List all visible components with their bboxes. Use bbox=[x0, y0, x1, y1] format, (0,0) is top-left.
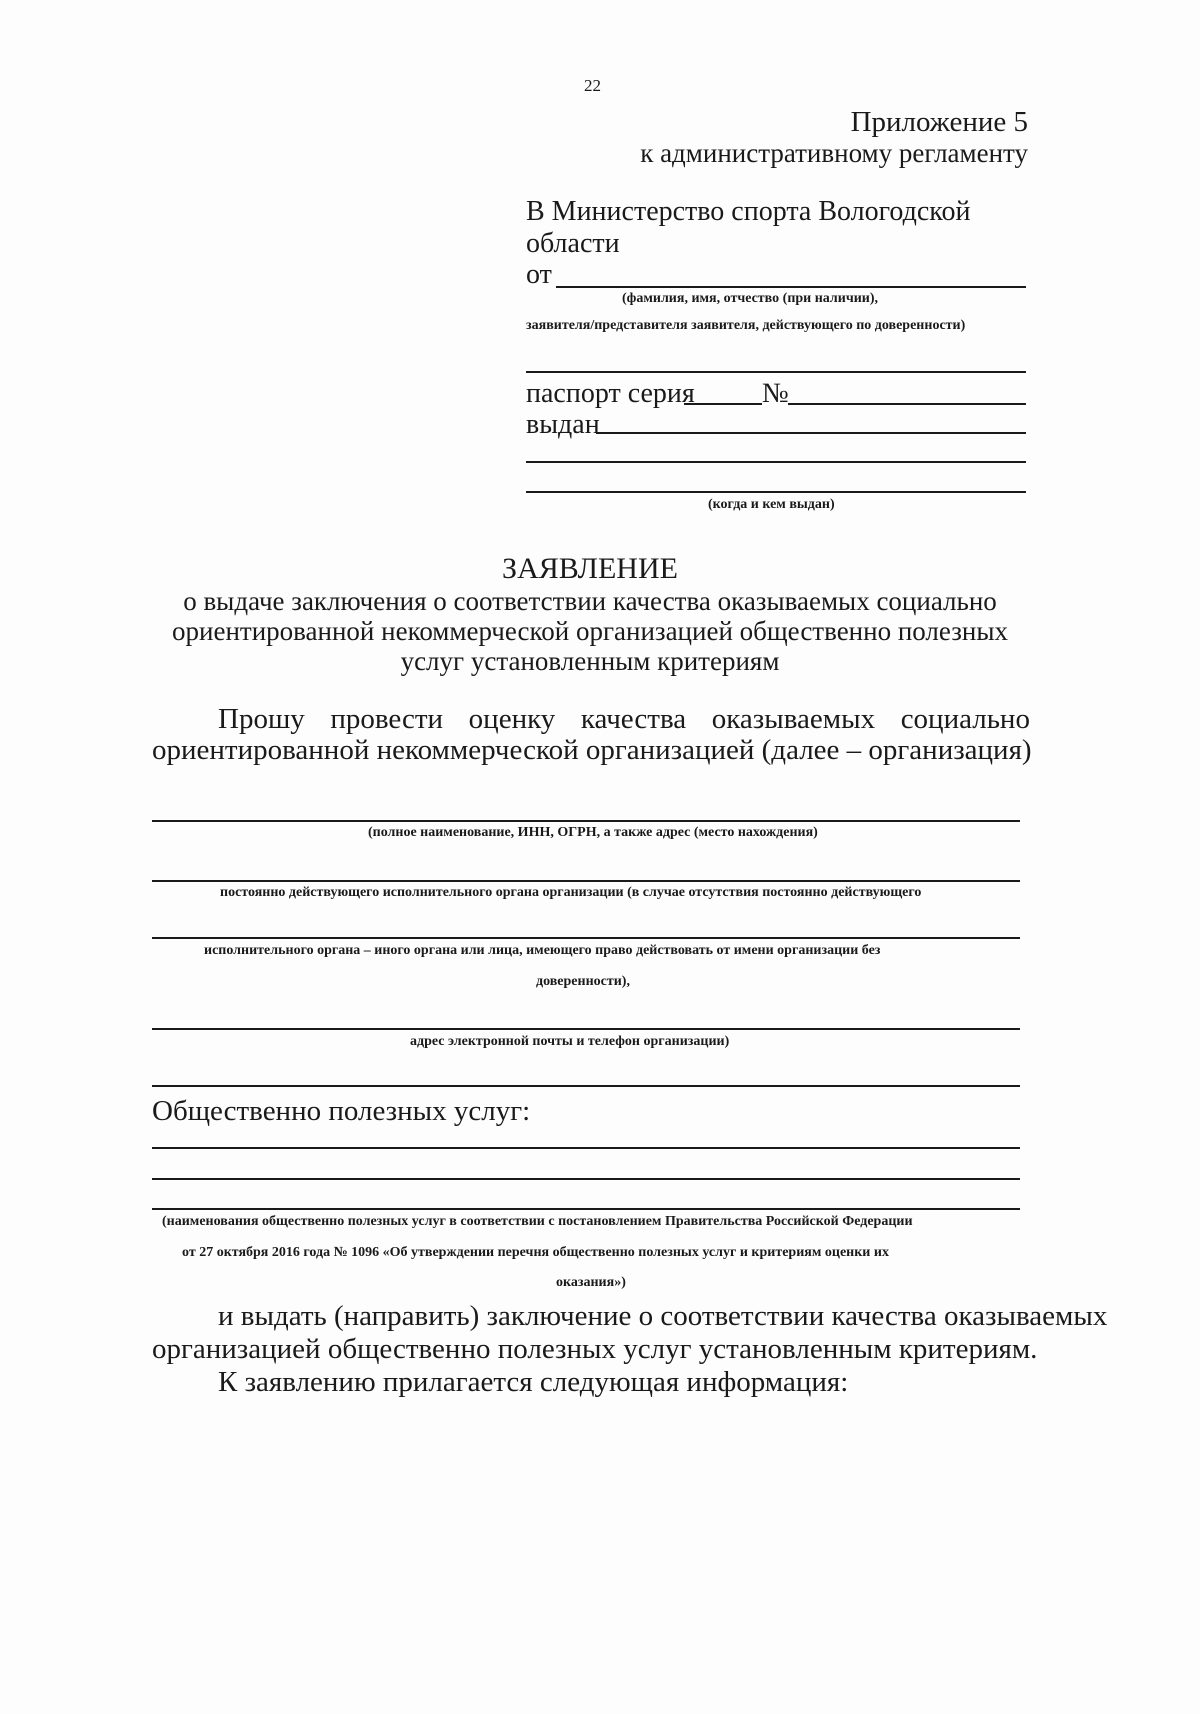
passport-number-input-line[interactable] bbox=[788, 403, 1026, 405]
org-contact-input-line[interactable] bbox=[152, 1028, 1020, 1030]
services-hint-1: (наименования общественно полезных услуг в соответствии с постановлением Правительства Российской Федерации bbox=[162, 1214, 913, 1229]
services-input-line-1[interactable] bbox=[152, 1147, 1020, 1149]
org-hint-4: адрес электронной почты и телефон организации) bbox=[410, 1034, 730, 1049]
closing-line-3: К заявлению прилагается следующая информация: bbox=[218, 1366, 849, 1398]
closing-line-1: и выдать (направить) заключение о соответствии качества оказываемых bbox=[218, 1300, 1108, 1332]
statement-title: ЗАЯВЛЕНИЕ bbox=[502, 552, 678, 585]
request-word: качества bbox=[580, 703, 687, 735]
closing-line-2: организацией общественно полезных услуг установленным критериям. bbox=[152, 1333, 1038, 1365]
request-word: провести bbox=[330, 703, 444, 735]
request-line-2: ориентированной некоммерческой организацией (далее – организация) bbox=[152, 734, 1032, 766]
statement-subtitle-3: услуг установленным критериям bbox=[400, 646, 780, 676]
org-address-input-line[interactable] bbox=[152, 880, 1020, 882]
addressee-line-2: области bbox=[526, 228, 620, 259]
issued-hint: (когда и кем выдан) bbox=[708, 497, 835, 512]
issued-input-line-1[interactable] bbox=[596, 432, 1026, 434]
from-label: от bbox=[526, 259, 552, 290]
request-word: оказываемых bbox=[711, 703, 876, 735]
addressee-line-1: В Министерство спорта Вологодской bbox=[526, 196, 971, 227]
issued-label: выдан bbox=[526, 409, 600, 440]
services-label: Общественно полезных услуг: bbox=[152, 1095, 531, 1127]
org-hint-1: (полное наименование, ИНН, ОГРН, а также адрес (место нахождения) bbox=[368, 825, 818, 840]
passport-number-label: № bbox=[762, 378, 789, 409]
services-input-line-2[interactable] bbox=[152, 1178, 1020, 1180]
services-hint-2: от 27 октября 2016 года № 1096 «Об утверждении перечня общественно полезных услуг и критериям оценки их bbox=[182, 1245, 889, 1260]
from-hint-2: заявителя/представителя заявителя, действующего по доверенности) bbox=[526, 318, 966, 333]
request-word: социально bbox=[900, 703, 1030, 735]
appendix-title: Приложение 5 bbox=[850, 106, 1028, 138]
request-word: Прошу bbox=[218, 703, 305, 735]
request-line-1 bbox=[218, 703, 1030, 736]
org-name-input-line[interactable] bbox=[152, 820, 1020, 822]
services-hint-3: оказания») bbox=[556, 1275, 626, 1290]
org-hint-3a: исполнительного органа – иного органа или лица, имеющего право действовать от имени организации без bbox=[204, 943, 881, 958]
applicant-input-line[interactable] bbox=[526, 371, 1026, 373]
org-hint-2: постоянно действующего исполнительного органа организации (в случае отсутствия постоянно действующего bbox=[220, 885, 922, 900]
request-word: оценку bbox=[468, 703, 556, 735]
from-hint-1: (фамилия, имя, отчество (при наличии), bbox=[622, 291, 879, 306]
org-body-input-line[interactable] bbox=[152, 937, 1020, 939]
org-hint-3b: доверенности), bbox=[536, 974, 630, 989]
issued-input-line-3[interactable] bbox=[526, 491, 1026, 493]
services-input-line-3[interactable] bbox=[152, 1208, 1020, 1210]
page-number: 22 bbox=[584, 76, 601, 95]
passport-series-label: паспорт серия bbox=[526, 378, 695, 409]
passport-series-input-line[interactable] bbox=[684, 403, 762, 405]
statement-subtitle-1: о выдаче заключения о соответствии качества оказываемых социально bbox=[183, 586, 997, 616]
appendix-subtitle: к административному регламенту bbox=[640, 138, 1028, 168]
from-input-line[interactable] bbox=[556, 286, 1026, 288]
issued-input-line-2[interactable] bbox=[526, 461, 1026, 463]
statement-subtitle-2: ориентированной некоммерческой организацией общественно полезных bbox=[172, 616, 1008, 646]
org-extra-input-line[interactable] bbox=[152, 1085, 1020, 1087]
